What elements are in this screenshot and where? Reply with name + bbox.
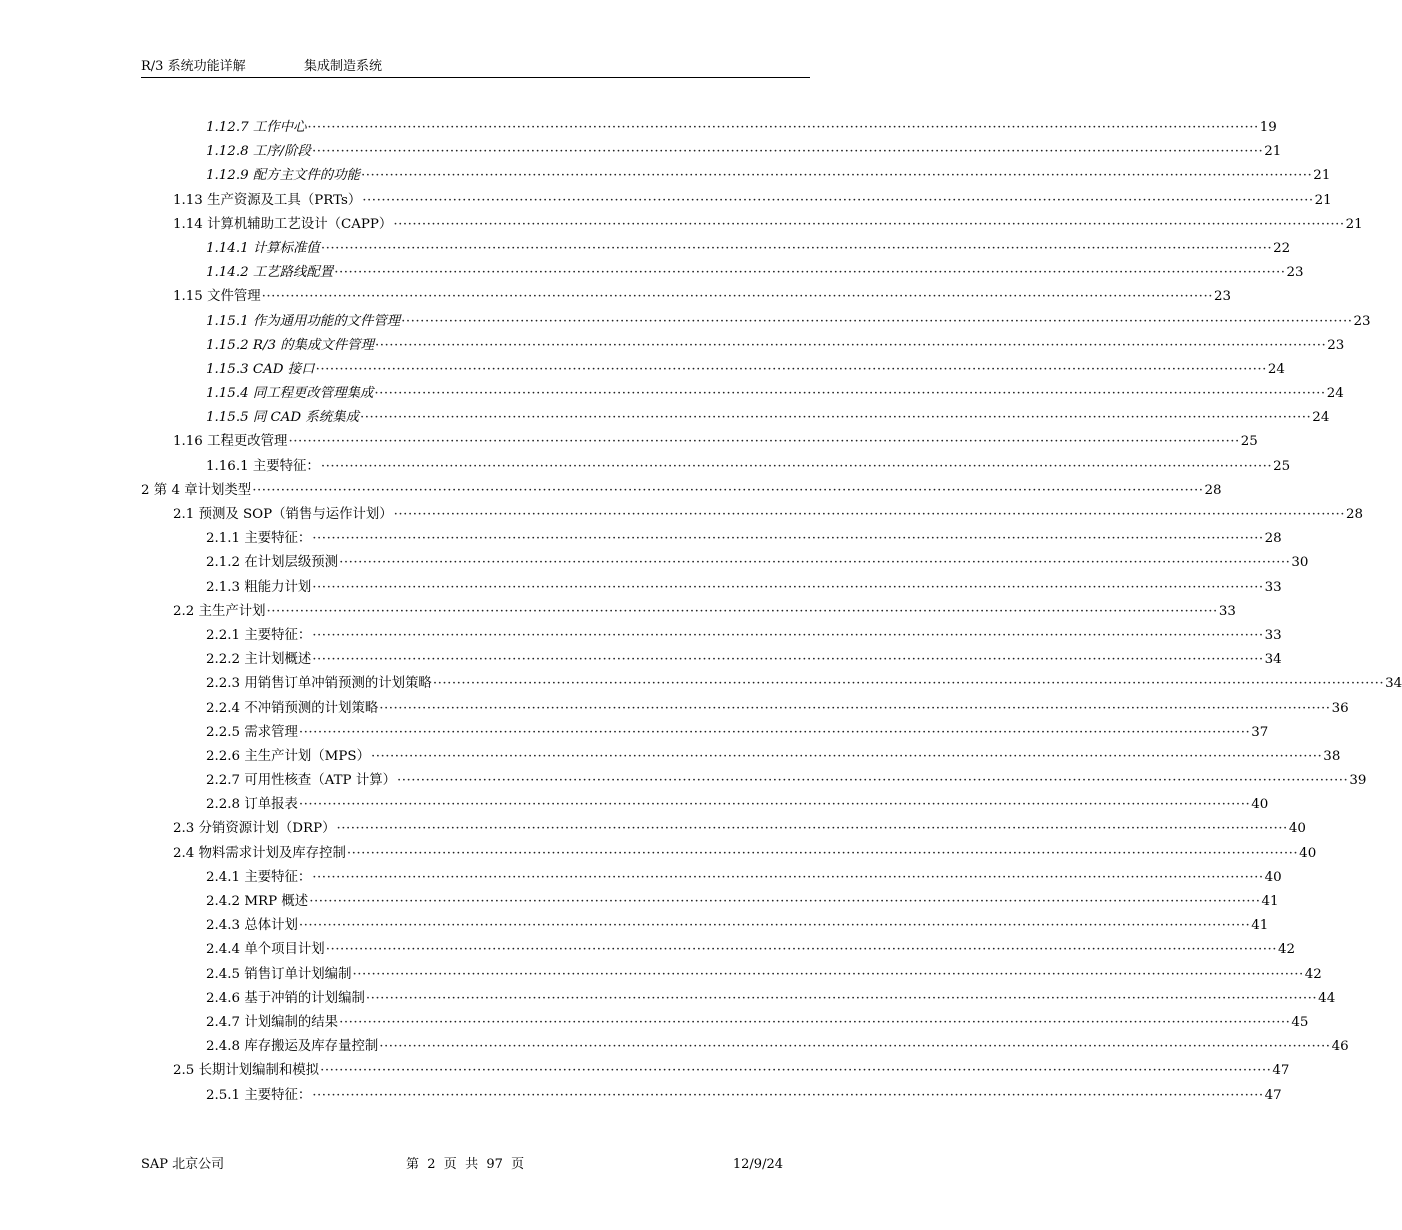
toc-entry-page: 23 (1353, 313, 1371, 329)
toc-entry-number: 2.1.3 (206, 579, 241, 595)
toc-entry-label (206, 672, 432, 696)
toc-entry-label (206, 745, 370, 769)
toc-entry-title: 主要特征： (252, 458, 320, 474)
toc-entry-page: 25 (1273, 458, 1291, 474)
toc-entry-page: 21 (1345, 216, 1363, 232)
toc-entry-number: 2.5.1 (206, 1087, 241, 1103)
toc-entry[interactable] (141, 576, 1282, 600)
toc-entry-page: 24 (1326, 386, 1344, 402)
toc-entry-title: 销售订单计划编制 (244, 966, 352, 982)
toc-entry-title: 计划编制的结果 (244, 1014, 339, 1030)
toc-entry-page: 38 (1323, 748, 1341, 764)
toc-entry-label (206, 963, 351, 987)
toc-entry-title: 在计划层级预测 (244, 555, 339, 571)
toc-entry-label (206, 1011, 338, 1035)
toc-entry-page: 40 (1264, 869, 1282, 885)
toc-entry-label (173, 503, 393, 527)
toc-entry-label (206, 237, 320, 261)
toc-leader-dots: ········································································································································································································ (401, 313, 1353, 329)
toc-entry-title: 工艺路线配置 (252, 265, 334, 281)
header-section-title: 集成制造系统 (304, 59, 383, 74)
toc-entry-number: 2.2.8 (206, 797, 241, 813)
toc-leader-dots: ········································································································································································································ (339, 1014, 1291, 1030)
toc-entry-number: 2.2.6 (206, 748, 241, 764)
toc-entry-title: 物料需求计划及库存控制 (198, 845, 346, 861)
toc-leader-dots: ········································································································································································································ (352, 966, 1304, 982)
toc-leader-dots: ········································································································································································································ (339, 555, 1291, 571)
toc-entry-number: 2.4.3 (206, 918, 241, 934)
toc-entry-page: 45 (1291, 1014, 1309, 1030)
toc-leader-dots: ········································································································································································································ (312, 531, 1264, 547)
toc-entry[interactable] (141, 817, 1306, 841)
toc-leader-dots: ········································································································································································································ (365, 990, 1318, 1006)
toc-entry-label (206, 358, 315, 382)
toc-entry-number: 2.5 (173, 1063, 195, 1079)
toc-entry-label (173, 1059, 319, 1083)
toc-entry-label (206, 914, 298, 938)
toc-entry-title: 不冲销预测的计划策略 (244, 700, 379, 716)
toc-entry-number: 1.15.5 (206, 410, 249, 426)
toc-entry[interactable] (141, 1084, 1282, 1108)
toc-leader-dots: ········································································································································································································ (362, 192, 1314, 208)
toc-entry-number: 1.14.2 (206, 265, 249, 281)
toc-entry-label (206, 382, 373, 406)
toc-leader-dots: ········································································································································································································ (312, 652, 1264, 668)
toc-entry[interactable] (141, 455, 1291, 479)
toc-entry[interactable] (141, 963, 1322, 987)
toc-entry-label (173, 430, 287, 454)
toc-entry-page: 23 (1327, 337, 1345, 353)
toc-entry[interactable] (141, 213, 1363, 237)
toc-entry[interactable] (141, 479, 1222, 503)
toc-entry-page: 23 (1286, 265, 1304, 281)
toc-entry-title: 分销资源计划（DRP） (198, 821, 336, 837)
toc-leader-dots: ········································································································································································································ (325, 942, 1277, 958)
toc-entry-title: R/3 的集成文件管理 (252, 337, 374, 353)
toc-entry-title: 生产资源及工具（PRTs） (207, 192, 362, 208)
toc-entry[interactable] (141, 189, 1332, 213)
toc-entry-page: 42 (1304, 966, 1322, 982)
toc-entry-number: 1.15.4 (206, 386, 249, 402)
toc-entry[interactable] (141, 285, 1232, 309)
toc-entry-label (206, 406, 359, 430)
toc-entry-page: 46 (1331, 1039, 1349, 1055)
toc-entry-number: 1.12.8 (206, 144, 249, 160)
toc-entry-page: 33 (1218, 603, 1236, 619)
toc-entry-number: 2.2.1 (206, 627, 241, 643)
toc-entry[interactable] (141, 237, 1291, 261)
toc-entry-title: 工序/阶段 (252, 144, 311, 160)
toc-entry-number: 1.16.1 (206, 458, 249, 474)
toc-entry-page: 34 (1385, 676, 1402, 692)
toc-leader-dots: ········································································································································································································ (298, 797, 1251, 813)
footer-company: SAP 北京公司 (141, 1157, 225, 1172)
toc-entry-label (206, 261, 333, 285)
toc-leader-dots: ········································································································································································································ (359, 410, 1312, 426)
toc-leader-dots: ········································································································································································································ (315, 361, 1267, 377)
toc-entry-page: 34 (1264, 652, 1282, 668)
toc-entry[interactable] (141, 116, 1277, 140)
toc-entry[interactable] (141, 866, 1282, 890)
toc-entry-page: 47 (1264, 1087, 1282, 1103)
toc-entry[interactable] (141, 310, 1371, 334)
toc-entry[interactable] (141, 527, 1282, 551)
toc-entry-number: 2.4.5 (206, 966, 241, 982)
toc-entry[interactable] (141, 261, 1304, 285)
toc-entry[interactable] (141, 164, 1331, 188)
toc-entry-page: 21 (1264, 144, 1282, 160)
toc-leader-dots: ········································································································································································································ (261, 289, 1213, 305)
toc-entry-page: 28 (1345, 507, 1364, 522)
toc-leader-dots: ········································································································································································································ (432, 676, 1385, 692)
toc-leader-dots: ········································································································································································································ (379, 700, 1331, 716)
toc-entry-label (206, 721, 298, 745)
toc-entry-label (206, 140, 311, 164)
toc-entry-page: 39 (1349, 773, 1367, 789)
toc-entry-title: 基于冲销的计划编制 (244, 990, 365, 1006)
toc-entry-number: 1.16 (173, 434, 203, 450)
toc-entry-number: 2.2 (173, 603, 195, 619)
toc-entry-title: 主要特征： (244, 869, 312, 885)
toc-entry-number: 1.15 (173, 289, 203, 305)
toc-leader-dots: ········································································································································································································ (312, 1087, 1264, 1103)
toc-leader-dots: ········································································································································································································ (298, 918, 1251, 934)
toc-entry-page: 24 (1312, 410, 1330, 426)
toc-entry-title: 同 CAD 系统集成 (252, 410, 359, 426)
toc-entry-label (206, 769, 396, 793)
toc-leader-dots: ········································································································································································································ (312, 579, 1264, 595)
toc-leader-dots: ········································································································································································································ (252, 482, 1204, 498)
toc-entry[interactable] (141, 430, 1258, 454)
toc-leader-dots: ········································································································································································································ (336, 821, 1288, 837)
toc-leader-dots: ········································································································································································································ (266, 603, 1218, 619)
toc-entry[interactable] (141, 1059, 1290, 1083)
toc-entry-label (206, 164, 360, 188)
toc-entry-title: 主生产计划 (198, 603, 266, 619)
toc-entry-number: 2.2.4 (206, 700, 241, 716)
toc-entry-number: 2.2.5 (206, 724, 241, 740)
toc-entry-page: 24 (1267, 361, 1285, 377)
toc-entry-number: 1.14.1 (206, 240, 249, 256)
toc-leader-dots: ········································································································································································································ (346, 845, 1299, 861)
toc-entry-number: 1.12.7 (206, 120, 249, 135)
toc-entry-label (173, 189, 361, 213)
toc-entry-number: 2.1 (173, 507, 195, 522)
toc-entry-label (173, 842, 346, 866)
toc-entry-page: 40 (1288, 821, 1306, 837)
toc-entry[interactable] (141, 938, 1296, 962)
toc-entry-label (173, 600, 266, 624)
toc-entry-page: 22 (1273, 240, 1291, 256)
toc-entry[interactable] (141, 406, 1330, 430)
toc-entry[interactable] (141, 842, 1317, 866)
toc-leader-dots: ········································································································································································································ (374, 337, 1327, 353)
toc-entry-page: 33 (1264, 627, 1282, 643)
toc-entry-title: 需求管理 (244, 724, 298, 740)
toc-entry-title: 工程更改管理 (207, 434, 288, 450)
toc-leader-dots: ········································································································································································································ (312, 627, 1264, 643)
toc-entry-label (206, 938, 325, 962)
toc-leader-dots: ········································································································································································································ (288, 434, 1240, 450)
toc-entry-number: 2.1.2 (206, 555, 241, 571)
toc-leader-dots: ········································································································································································································ (320, 240, 1273, 256)
toc-entry-number: 1.12.9 (206, 168, 249, 184)
toc-entry-page: 21 (1314, 192, 1332, 208)
toc-entry-label (141, 479, 251, 503)
toc-entry-title: 作为通用功能的文件管理 (252, 313, 401, 329)
toc-entry-title: 用销售订单冲销预测的计划策略 (244, 676, 432, 692)
toc-entry-number: 2.4.2 (206, 894, 241, 909)
toc-leader-dots: ········································································································································································································ (393, 216, 1345, 232)
toc-entry-title: 订单报表 (244, 797, 298, 813)
toc-entry-number: 2.2.2 (206, 652, 241, 668)
toc-leader-dots: ········································································································································································································ (311, 144, 1264, 160)
toc-entry-number: 1.15.1 (206, 313, 249, 329)
toc-entry[interactable] (141, 1011, 1309, 1035)
toc-entry-number: 1.15.2 (206, 337, 249, 353)
toc-entry-page: 36 (1331, 700, 1349, 716)
toc-entry[interactable] (141, 382, 1344, 406)
toc-leader-dots: ········································································································································································································ (312, 869, 1264, 885)
toc-entry-label (206, 551, 338, 575)
toc-entry-label (206, 793, 298, 817)
toc-entry-title: 主计划概述 (244, 652, 312, 668)
toc-entry-title: 长期计划编制和模拟 (198, 1063, 320, 1079)
toc-entry-title: 主要特征： (244, 531, 312, 547)
toc-entry-number: 2.4.8 (206, 1039, 241, 1055)
toc-entry-page: 30 (1291, 555, 1309, 571)
toc-entry-label (173, 285, 261, 309)
toc-entry-label (206, 987, 365, 1011)
toc-entry-page: 28 (1264, 531, 1282, 547)
toc-entry-title: 粗能力计划 (244, 579, 312, 595)
toc-entry-page: 37 (1251, 724, 1269, 740)
toc-entry-page: 40 (1251, 797, 1269, 813)
page-header (141, 59, 810, 78)
toc-leader-dots: ········································································································································································································ (393, 507, 1345, 522)
toc-entry[interactable] (141, 624, 1282, 648)
toc-entry-title: 主生产计划（MPS） (244, 748, 370, 764)
toc-entry[interactable] (141, 600, 1236, 624)
toc-entry[interactable] (141, 140, 1282, 164)
toc-entry[interactable] (141, 648, 1282, 672)
toc-entry-title: MRP 概述 (244, 894, 309, 909)
toc-entry[interactable] (141, 697, 1349, 721)
toc-entry-number: 1.15.3 (206, 361, 249, 377)
toc-entry-number: 2.4 (173, 845, 195, 861)
toc-leader-dots: ········································································································································································································ (307, 120, 1259, 135)
toc-entry-page: 44 (1318, 990, 1336, 1006)
toc-entry-label (173, 213, 392, 237)
toc-entry-label (206, 624, 311, 648)
toc-entry-title: CAD 接口 (252, 361, 315, 377)
toc-leader-dots: ········································································································································································································ (309, 894, 1261, 909)
toc-entry-number: 2.2.3 (206, 676, 241, 692)
toc-leader-dots: ········································································································································································································ (334, 265, 1286, 281)
toc-leader-dots: ········································································································································································································ (379, 1039, 1331, 1055)
toc-entry-title: 第 4 章计划类型 (153, 482, 252, 498)
toc-entry-number: 2 (141, 482, 150, 498)
toc-leader-dots: ········································································································································································································ (360, 168, 1313, 184)
toc-entry-number: 1.14 (173, 216, 203, 232)
toc-entry-number: 1.13 (173, 192, 203, 208)
toc-leader-dots: ········································································································································································································ (320, 1063, 1272, 1079)
toc-leader-dots: ········································································································································································································ (374, 386, 1326, 402)
toc-entry-page: 19 (1259, 120, 1277, 135)
toc-entry-label (173, 817, 336, 841)
toc-entry[interactable] (141, 334, 1345, 358)
toc-entry[interactable] (141, 503, 1364, 527)
toc-entry-label (206, 866, 311, 890)
toc-entry-number: 2.3 (173, 821, 195, 837)
toc-entry-label (206, 576, 311, 600)
toc-entry-number: 2.4.4 (206, 942, 241, 958)
toc-entry-title: 配方主文件的功能 (252, 168, 360, 184)
toc-entry-label (206, 527, 311, 551)
toc-entry-label (206, 1084, 311, 1108)
toc-entry-title: 预测及 SOP（销售与运作计划） (198, 507, 393, 522)
toc-leader-dots: ········································································································································································································ (320, 458, 1273, 474)
toc-entry[interactable] (141, 1035, 1349, 1059)
toc-entry-label (206, 455, 320, 479)
toc-entry[interactable] (141, 672, 1402, 696)
toc-entry-label (206, 648, 311, 672)
toc-entry-page: 28 (1204, 482, 1222, 498)
toc-entry-page: 42 (1278, 942, 1296, 958)
toc-entry[interactable] (141, 890, 1279, 914)
toc-entry-title: 文件管理 (207, 289, 261, 305)
toc-entry-title: 主要特征： (244, 627, 312, 643)
footer-page-info: 第 2 页 共 97 页 (406, 1157, 525, 1172)
toc-entry-label (206, 116, 306, 140)
toc-entry-number: 2.4.1 (206, 869, 241, 885)
toc-entry-number: 2.4.6 (206, 990, 241, 1006)
toc-entry-title: 库存搬运及库存量控制 (244, 1039, 379, 1055)
toc-entry-title: 主要特征： (244, 1087, 312, 1103)
toc-entry-page: 41 (1251, 918, 1269, 934)
toc-entry-label (206, 310, 400, 334)
toc-entry-page: 41 (1261, 894, 1279, 909)
toc-entry-number: 2.1.1 (206, 531, 241, 547)
toc-entry-label (206, 1035, 378, 1059)
toc-entry[interactable] (141, 551, 1309, 575)
toc-entry[interactable] (141, 745, 1341, 769)
toc-entry-title: 单个项目计划 (244, 942, 325, 958)
toc-entry-number: 2.2.7 (206, 773, 241, 789)
toc-leader-dots: ········································································································································································································ (298, 724, 1251, 740)
toc-entry[interactable] (141, 358, 1285, 382)
toc-entry-label (206, 890, 308, 914)
toc-entry-title: 可用性核查（ATP 计算） (244, 773, 396, 789)
toc-entry[interactable] (141, 721, 1269, 745)
footer-date: 12/9/24 (732, 1157, 783, 1172)
toc-entry[interactable] (141, 793, 1269, 817)
toc-entry-title: 工作中心 (252, 120, 307, 135)
toc-entry-page: 33 (1264, 579, 1282, 595)
toc-entry[interactable] (141, 914, 1269, 938)
toc-leader-dots: ········································································································································································································ (397, 773, 1349, 789)
toc-entry-page: 23 (1213, 289, 1232, 305)
toc-entry-page: 21 (1313, 168, 1331, 184)
toc-entry-page: 25 (1240, 434, 1258, 450)
toc-entry-title: 计算标准值 (252, 240, 320, 256)
toc-entry-title: 计算机辅助工艺设计（CAPP） (207, 216, 393, 232)
toc-leader-dots: ········································································································································································································ (370, 748, 1323, 764)
toc-entry-title: 总体计划 (244, 918, 298, 934)
toc-entry[interactable] (141, 987, 1336, 1011)
header-doc-title: R/3 系统功能详解 (141, 59, 246, 74)
toc-entry-page: 47 (1272, 1063, 1290, 1079)
toc-entry-number: 2.4.7 (206, 1014, 241, 1030)
toc-entry-label (206, 697, 378, 721)
toc-entry-title: 同工程更改管理集成 (252, 386, 374, 402)
table-of-contents (141, 116, 1402, 1108)
toc-entry-page: 40 (1299, 845, 1317, 861)
toc-entry-label (206, 334, 374, 358)
toc-entry[interactable] (141, 769, 1367, 793)
